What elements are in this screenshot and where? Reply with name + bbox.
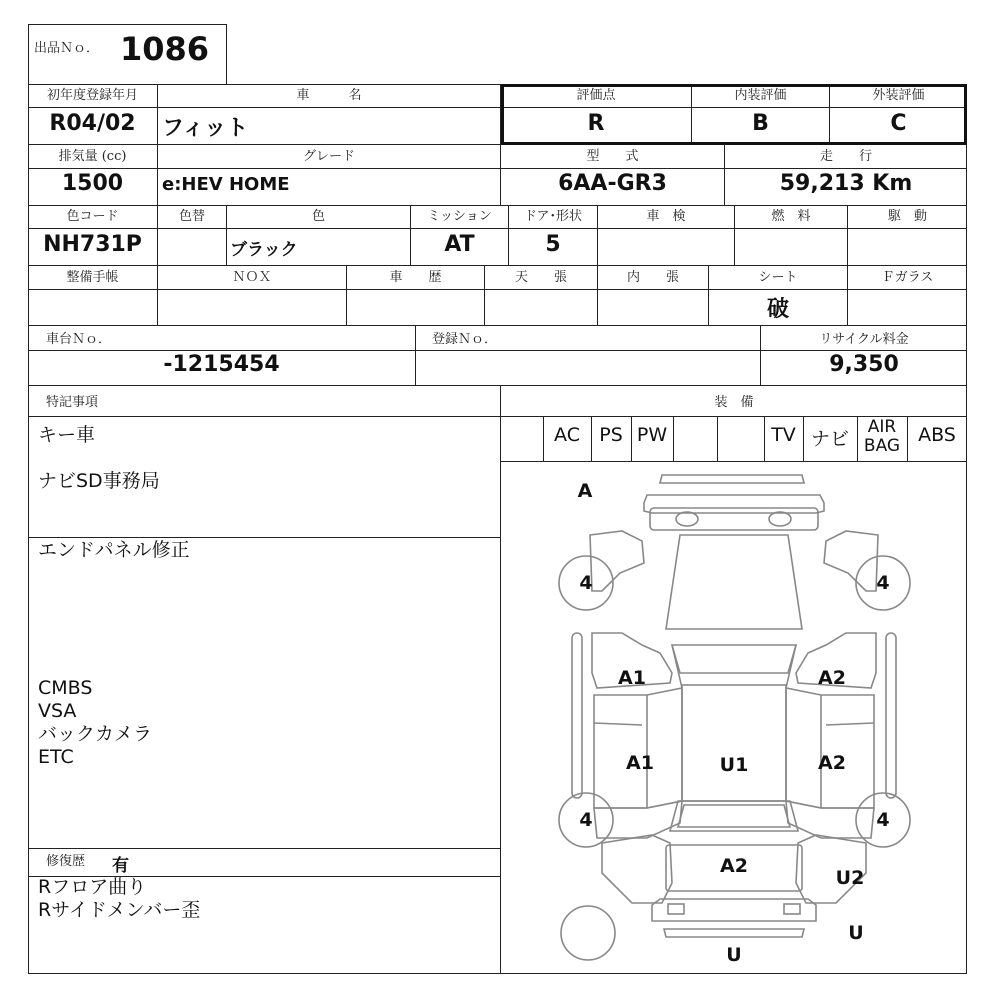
damage-rear-corner: U bbox=[848, 922, 864, 944]
interior-score-value: B bbox=[752, 111, 769, 136]
damage-right-front-door: A2 bbox=[818, 667, 846, 689]
color-value: ブラック bbox=[230, 240, 298, 260]
color-code-value: NH731P bbox=[43, 232, 142, 257]
inspection-label: 車 検 bbox=[646, 209, 686, 224]
nox-label: ＮＯＸ bbox=[232, 270, 272, 285]
notes-block-keys-navi: キー車 ナビSD事務局 bbox=[38, 424, 160, 492]
mileage-label: 走 行 bbox=[819, 149, 872, 164]
equipment-cell: PW bbox=[636, 424, 668, 446]
car-name-label: 車 名 bbox=[296, 88, 362, 103]
drive-label: 駆 動 bbox=[887, 209, 927, 224]
year-value: R04/02 bbox=[49, 111, 136, 136]
door-label: ドア･形状 bbox=[523, 209, 583, 224]
recolor-label: 色替 bbox=[178, 209, 205, 224]
recycle-fee-label: リサイクル料金 bbox=[819, 332, 909, 347]
damage-right-rear-door: A2 bbox=[818, 752, 846, 774]
seat-label: シート bbox=[758, 270, 798, 285]
damage-rear-hatch: A2 bbox=[720, 855, 748, 877]
exterior-score-label: 外装評価 bbox=[872, 88, 925, 103]
damage-rear-bumper: U bbox=[726, 944, 742, 966]
displacement-label: 排気量 (cc) bbox=[58, 149, 127, 164]
notes-label: 特記事項 bbox=[46, 395, 99, 410]
car-history-label: 車 歴 bbox=[389, 270, 442, 285]
damage-tire-front-right: 4 bbox=[876, 572, 890, 594]
model-label: 型 式 bbox=[586, 149, 639, 164]
damage-tire-rear-right: 4 bbox=[876, 809, 890, 831]
mission-value: AT bbox=[444, 232, 475, 257]
mileage-value: 59,213 Km bbox=[779, 171, 913, 196]
displacement-value: 1500 bbox=[61, 171, 124, 196]
damage-front-bumper: A bbox=[577, 480, 593, 502]
chassis-number-label: 車台Ｎｏ． bbox=[46, 332, 112, 347]
equipment-cell: AC bbox=[554, 424, 580, 446]
equipment-cell: ABS bbox=[918, 424, 956, 446]
damage-tire-rear-left: 4 bbox=[579, 809, 593, 831]
equipment-cell: TV bbox=[771, 424, 796, 446]
equipment-cell: AIR BAG bbox=[863, 417, 901, 456]
inner-trim-label: 内 張 bbox=[626, 270, 679, 285]
color-code-label: 色コード bbox=[66, 209, 119, 224]
notes-block-endpanel: エンドパネル修正 bbox=[38, 539, 190, 561]
damage-roof: U1 bbox=[719, 754, 749, 776]
registration-number-label: 登録Ｎｏ． bbox=[432, 332, 498, 347]
score-label: 評価点 bbox=[576, 88, 616, 103]
model-value: 6AA-GR3 bbox=[558, 171, 667, 196]
door-value: 5 bbox=[545, 232, 561, 257]
grade-value: e:HEV HOME bbox=[162, 174, 290, 195]
equipment-cell: ナビ bbox=[810, 428, 849, 450]
car-name-value: フィット bbox=[162, 116, 249, 141]
interior-score-label: 内装評価 bbox=[734, 88, 787, 103]
notes-block-options: CMBS VSA バックカメラ ETC bbox=[38, 677, 153, 768]
fuel-label: 燃 料 bbox=[771, 209, 811, 224]
ceiling-label: 天 張 bbox=[514, 270, 567, 285]
repair-history-label: 修復歴 bbox=[46, 854, 86, 869]
equipment-label: 装 備 bbox=[714, 395, 754, 410]
color-label: 色 bbox=[311, 209, 325, 224]
service-book-label: 整備手帳 bbox=[66, 270, 119, 285]
equipment-cell: PS bbox=[599, 424, 623, 446]
lot-number-value: 1086 bbox=[120, 30, 210, 68]
year-label: 初年度登録年月 bbox=[46, 88, 138, 103]
mission-label: ミッション bbox=[427, 209, 492, 224]
damage-tire-front-left: 4 bbox=[579, 572, 593, 594]
chassis-number-value: -1215454 bbox=[163, 352, 280, 377]
damage-rear-right-quarter: U2 bbox=[835, 867, 865, 889]
damage-left-front-door: A1 bbox=[618, 667, 646, 689]
seat-value: 破 bbox=[766, 297, 789, 322]
recycle-fee-value: 9,350 bbox=[829, 352, 899, 377]
damage-left-rear-door: A1 bbox=[626, 752, 654, 774]
grade-label: グレード bbox=[302, 149, 355, 164]
repair-history-value: 有 bbox=[112, 856, 129, 876]
exterior-score-value: C bbox=[890, 111, 907, 136]
lot-number-label: 出品Ｎｏ． bbox=[34, 41, 100, 56]
car-body-diagram bbox=[502, 463, 966, 973]
repair-history-details: Rフロア曲り Rサイドメンバー歪 bbox=[38, 876, 201, 921]
front-glass-label: Ｆガラス bbox=[881, 270, 934, 285]
score-value: R bbox=[587, 111, 605, 136]
